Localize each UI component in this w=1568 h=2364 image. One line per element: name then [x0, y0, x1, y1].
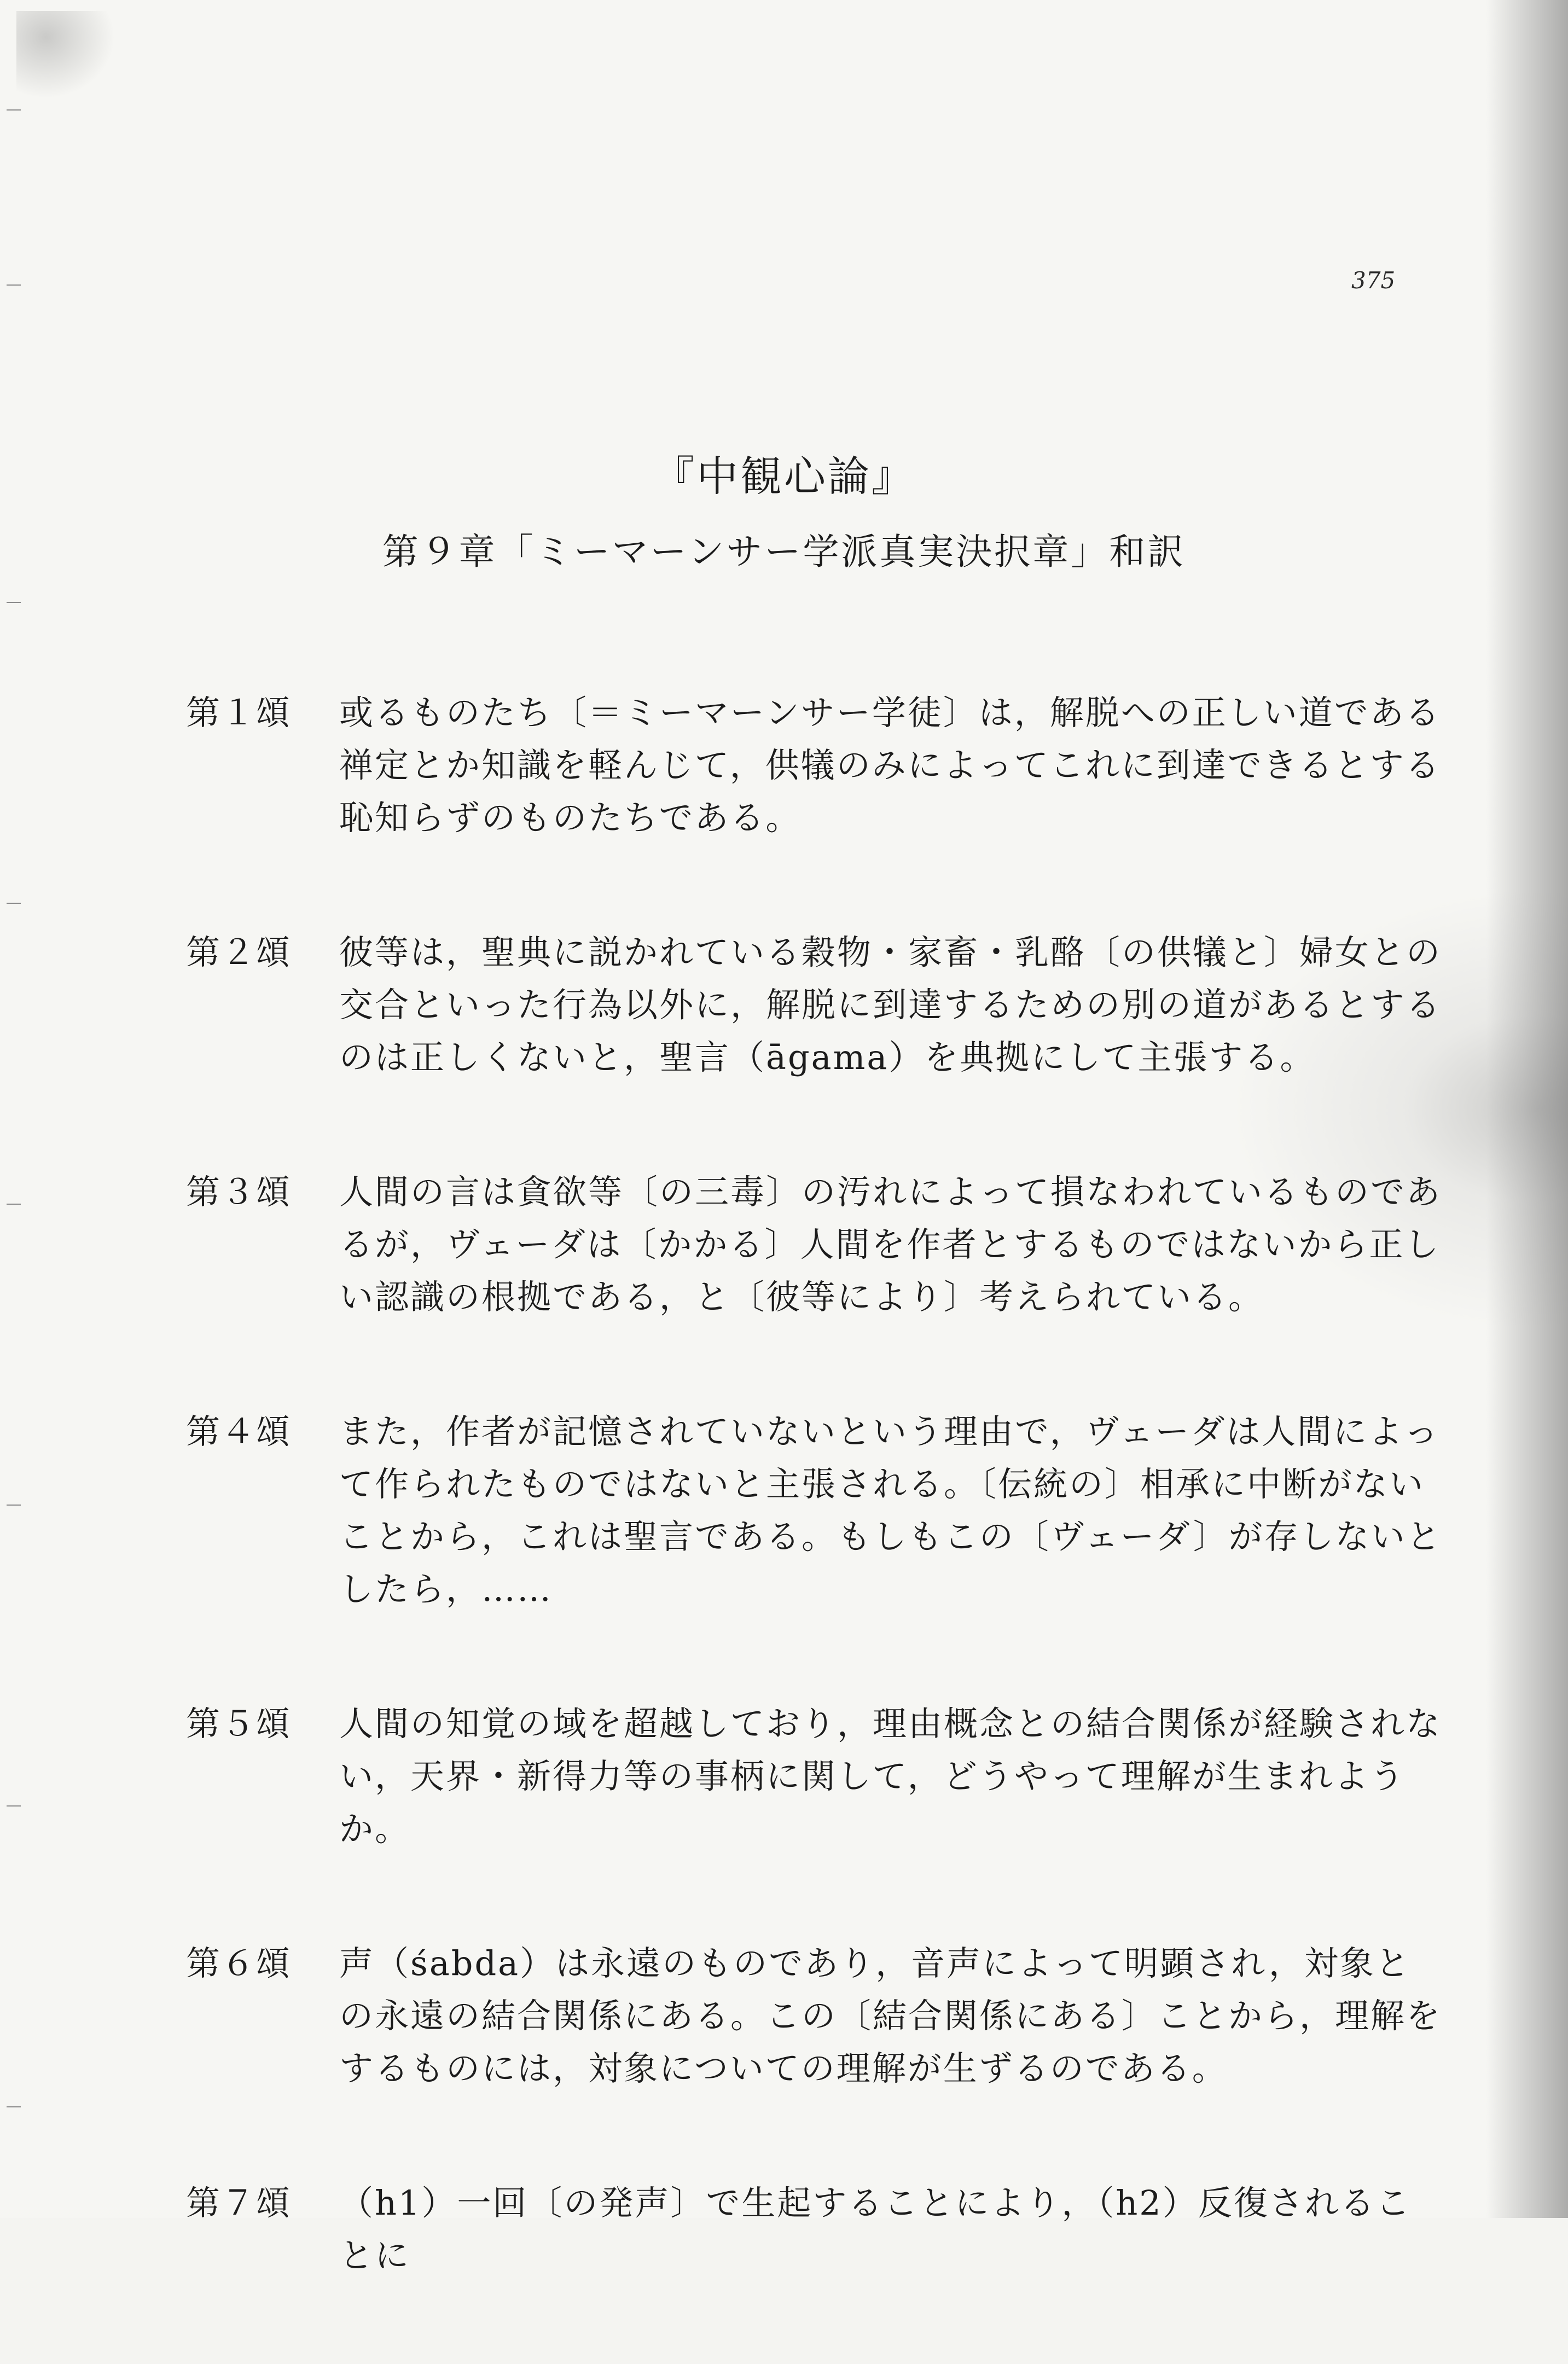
verse-4	[186, 1405, 1444, 1616]
verse-text: （h1）一回〔の発声〕で生起することにより，（h2）反復されることに	[339, 2183, 1412, 2275]
chapter-subtitle: 第９章「ミーマーンサー学派真実決択章」和訳	[382, 531, 1186, 573]
verse-1	[186, 687, 1444, 844]
verse-text: 人間の言は貪欲等〔の三毒〕の汚れによって損なわれているものであるが，ヴェーダは〔かかる〕人間を作者とするものではないから正しい認識の根拠である，と〔彼等により〕考えられている。	[339, 1172, 1442, 1317]
verse-number: 第５頌	[186, 1704, 292, 1744]
verse-text: 人間の知覚の域を超越しており，理由概念との結合関係が経験されない，天界・新得力等の事柄に関して，どうやって理解が生まれようか。	[339, 1704, 1442, 1849]
verse-3	[186, 1166, 1444, 1323]
verse-text: 或るものたち〔＝ミーマーンサー学徒〕は，解脱への正しい道である禅定とか知識を軽んじて，供犠のみによってこれに到達できるとする恥知らずのものたちである。	[339, 693, 1441, 838]
verse-number: 第２頌	[186, 932, 292, 972]
verse-7	[186, 2177, 1444, 2282]
page-title: 『中観心論』	[653, 452, 915, 501]
verse-text: 彼等は，聖典に説かれている穀物・家畜・乳酪〔の供犠と〕婦女との交合といった行為以外に，解脱に到達するための別の道があるとするのは正しくないと，聖言（āgama）を典拠にして主張する。	[339, 932, 1442, 1077]
verse-6	[186, 1937, 1444, 2095]
scan-shadow-topleft	[16, 11, 115, 98]
scan-shadow-right	[1486, 0, 1568, 2218]
verse-text: 声（śabda）は永遠のものであり，音声によって明顕され，対象との永遠の結合関係にある。この〔結合関係にある〕ことから，理解をするものには，対象についての理解が生ずるのである。	[339, 1943, 1442, 2088]
page-number: 375	[1351, 267, 1396, 294]
verse-5	[186, 1698, 1444, 1855]
verse-text: また，作者が記憶されていないという理由で，ヴェーダは人間によって作られたものではないと主張される。〔伝統の〕相承に中断がないことから，これは聖言である。もしもこの〔ヴェーダ〕が存しないとしたら，……	[339, 1412, 1442, 1609]
verse-number: 第３頌	[186, 1172, 292, 1212]
verse-number: 第１頌	[186, 693, 292, 733]
verse-number: 第６頌	[186, 1943, 292, 1983]
verse-number: 第７頌	[186, 2183, 292, 2223]
verse-list	[186, 687, 1444, 2364]
verse-number: 第４頌	[186, 1412, 292, 1451]
verse-2	[186, 926, 1444, 1084]
